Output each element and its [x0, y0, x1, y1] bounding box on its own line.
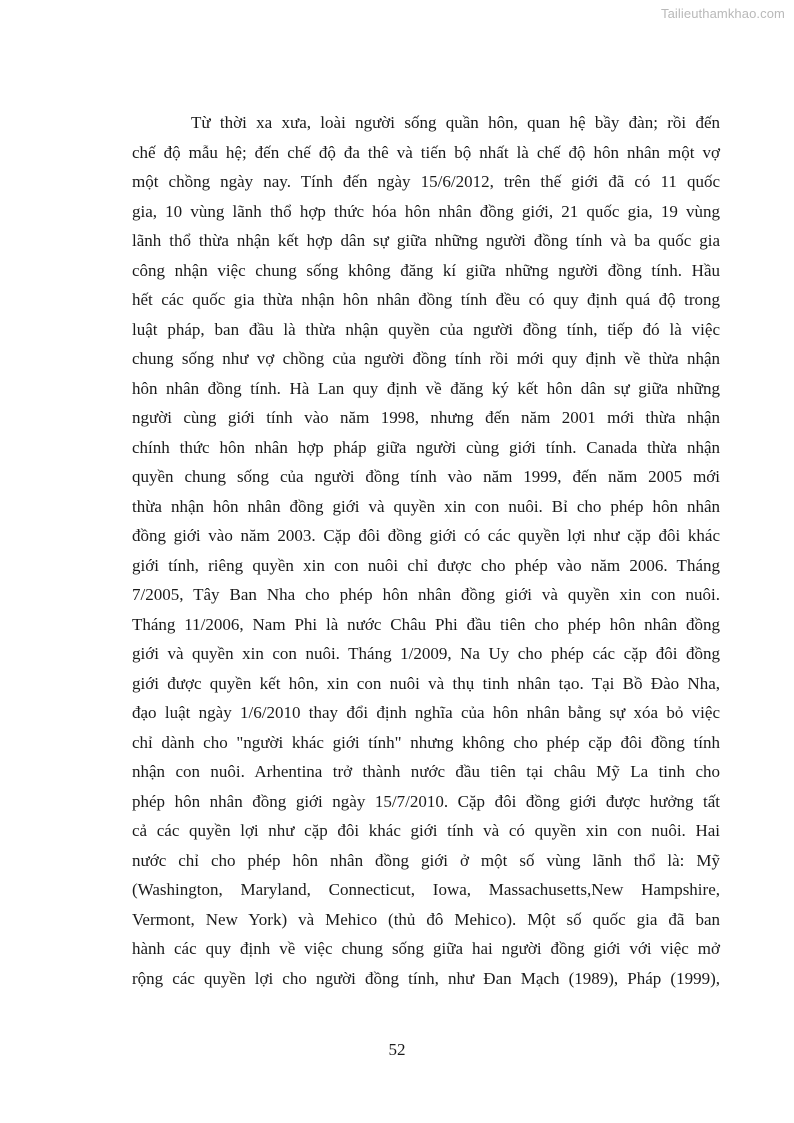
paragraph-line: thừa nhận hôn nhân đồng giới và quyền xin con nuôi. Bỉ cho phép hôn nhân: [132, 496, 720, 516]
paragraph-line: hết các quốc gia thừa nhận hôn nhân đồng tính đều có quy định quá độ trong: [132, 290, 720, 309]
watermark-text: Tailieuthamkhao.com: [660, 6, 785, 21]
paragraph-line: chỉ dành cho "người khác giới tính" nhưng không cho phép cặp đôi đồng tính: [132, 732, 720, 752]
body-paragraph: [132, 108, 720, 993]
paragraph-line: giới và quyền xin con nuôi. Tháng 1/2009, Na Uy cho phép các cặp đôi đồng: [132, 644, 720, 663]
paragraph-line: chế độ mẫu hệ; đến chế độ đa thê và tiến bộ nhất là chế độ hôn nhân một vợ: [132, 142, 720, 162]
paragraph-line: hôn nhân đồng tính. Hà Lan quy định về đăng ký kết hôn dân sự giữa những: [132, 378, 720, 398]
paragraph-line: quyền chung sống của người đồng tính vào năm 1999, đến năm 2005 mới: [132, 467, 720, 486]
page-number: 52: [388, 1040, 406, 1059]
paragraph-line: công nhận việc chung sống không đăng kí giữa những người đồng tính. Hầu: [132, 260, 720, 280]
paragraph-line: luật pháp, ban đầu là thừa nhận quyền của người đồng tính, tiếp đó là việc: [132, 319, 720, 339]
paragraph-line: Tháng 11/2006, Nam Phi là nước Châu Phi đầu tiên cho phép hôn nhân đồng: [132, 614, 720, 634]
paragraph-line: đồng giới vào năm 2003. Cặp đôi đồng giới có các quyền lợi như cặp đôi khác: [132, 526, 720, 545]
paragraph-line: (Washington, Maryland, Connecticut, Iowa, Massachusetts,New Hampshire,: [132, 880, 720, 899]
paragraph-line: gia, 10 vùng lãnh thổ hợp thức hóa hôn nhân đồng giới, 21 quốc gia, 19 vùng: [132, 201, 720, 221]
paragraph-line: nhận con nuôi. Arhentina trở thành nước đầu tiên tại châu Mỹ La tinh cho: [132, 762, 720, 781]
paragraph-line: chính thức hôn nhân hợp pháp giữa người cùng giới tính. Canada thừa nhận: [132, 437, 720, 457]
paragraph-line: chung sống như vợ chồng của người đồng tính rồi mới quy định về thừa nhận: [132, 349, 720, 368]
paragraph-line: nước chỉ cho phép hôn nhân đồng giới ở một số vùng lãnh thổ là: Mỹ: [132, 850, 720, 870]
paragraph-line: cả các quyền lợi như cặp đôi khác giới tính và có quyền xin con nuôi. Hai: [132, 821, 720, 840]
paragraph-line: người cùng giới tính vào năm 1998, nhưng đến năm 2001 mới thừa nhận: [132, 408, 720, 427]
paragraph-line: rộng các quyền lợi cho người đồng tính, như Đan Mạch (1989), Pháp (1999),: [132, 968, 720, 988]
paragraph-line: giới được quyền kết hôn, xin con nuôi và thụ tinh nhân tạo. Tại Bồ Đào Nha,: [132, 673, 720, 693]
paragraph-line: lãnh thổ thừa nhận kết hợp dân sự giữa những người đồng tính và ba quốc gia: [132, 231, 720, 250]
paragraph-line: Từ thời xa xưa, loài người sống quần hôn, quan hệ bầy đàn; rồi đến: [191, 113, 720, 132]
paragraph-line: một chồng ngày nay. Tính đến ngày 15/6/2012, trên thế giới đã có 11 quốc: [132, 172, 720, 191]
paragraph-line: đạo luật ngày 1/6/2010 thay đổi định nghĩa của hôn nhân bằng sự xóa bỏ việc: [132, 703, 720, 722]
paragraph-line: phép hôn nhân đồng giới ngày 15/7/2010. Cặp đôi đồng giới được hưởng tất: [132, 791, 720, 811]
paragraph-line: giới tính, riêng quyền xin con nuôi chỉ được cho phép vào năm 2006. Tháng: [132, 555, 720, 575]
paragraph-line: hành các quy định về việc chung sống giữa hai người đồng giới với việc mở: [132, 939, 720, 958]
paragraph-line: 7/2005, Tây Ban Nha cho phép hôn nhân đồng giới và quyền xin con nuôi.: [132, 585, 720, 604]
paragraph-line: Vermont, New York) và Mehico (thủ đô Mehico). Một số quốc gia đã ban: [132, 909, 720, 929]
